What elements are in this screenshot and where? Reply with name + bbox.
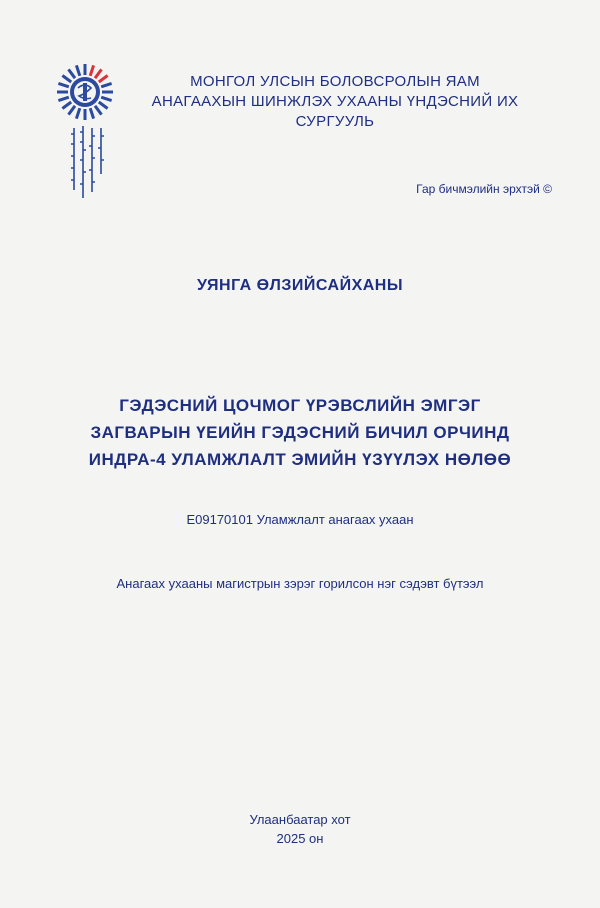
- city: Улаанбаатар хот: [249, 812, 351, 827]
- university-logo: [52, 62, 118, 202]
- header: [120, 72, 550, 132]
- thesis-title: [40, 392, 560, 473]
- place-and-year: [0, 810, 600, 848]
- degree-statement: Анагаах ухааны магистрын зэрэг горилсон нэг сэдэвт бүтээл: [116, 576, 484, 591]
- title-line-2: ЗАГВАРЫН ҮЕИЙН ГЭДЭСНИЙ БИЧИЛ ОРЧИНД: [90, 423, 510, 442]
- specialty-code: E09170101 Уламжлалт анагаах ухаан: [186, 512, 414, 527]
- copyright-notice: Гар бичмэлийн эрхтэй ©: [416, 182, 552, 196]
- title-line-3: ИНДРА-4 УЛАМЖЛАЛТ ЭМИЙН ҮЗҮҮЛЭХ НӨЛӨӨ: [88, 450, 512, 469]
- title-line-1: ГЭДЭСНИЙ ЦОЧМОГ ҮРЭВСЛИЙН ЭМГЭГ: [119, 396, 481, 415]
- year: 2025 он: [276, 831, 324, 846]
- ministry-name: МОНГОЛ УЛСЫН БОЛОВСРОЛЫН ЯАМ: [190, 73, 480, 90]
- university-emblem-icon: [52, 62, 118, 202]
- author-name: УЯНГА ӨЛЗИЙСАЙХАНЫ: [196, 277, 404, 294]
- university-name: АНАГААХЫН ШИНЖЛЭХ УХААНЫ ҮНДЭСНИЙ ИХ СУРГУУЛЬ: [151, 93, 519, 130]
